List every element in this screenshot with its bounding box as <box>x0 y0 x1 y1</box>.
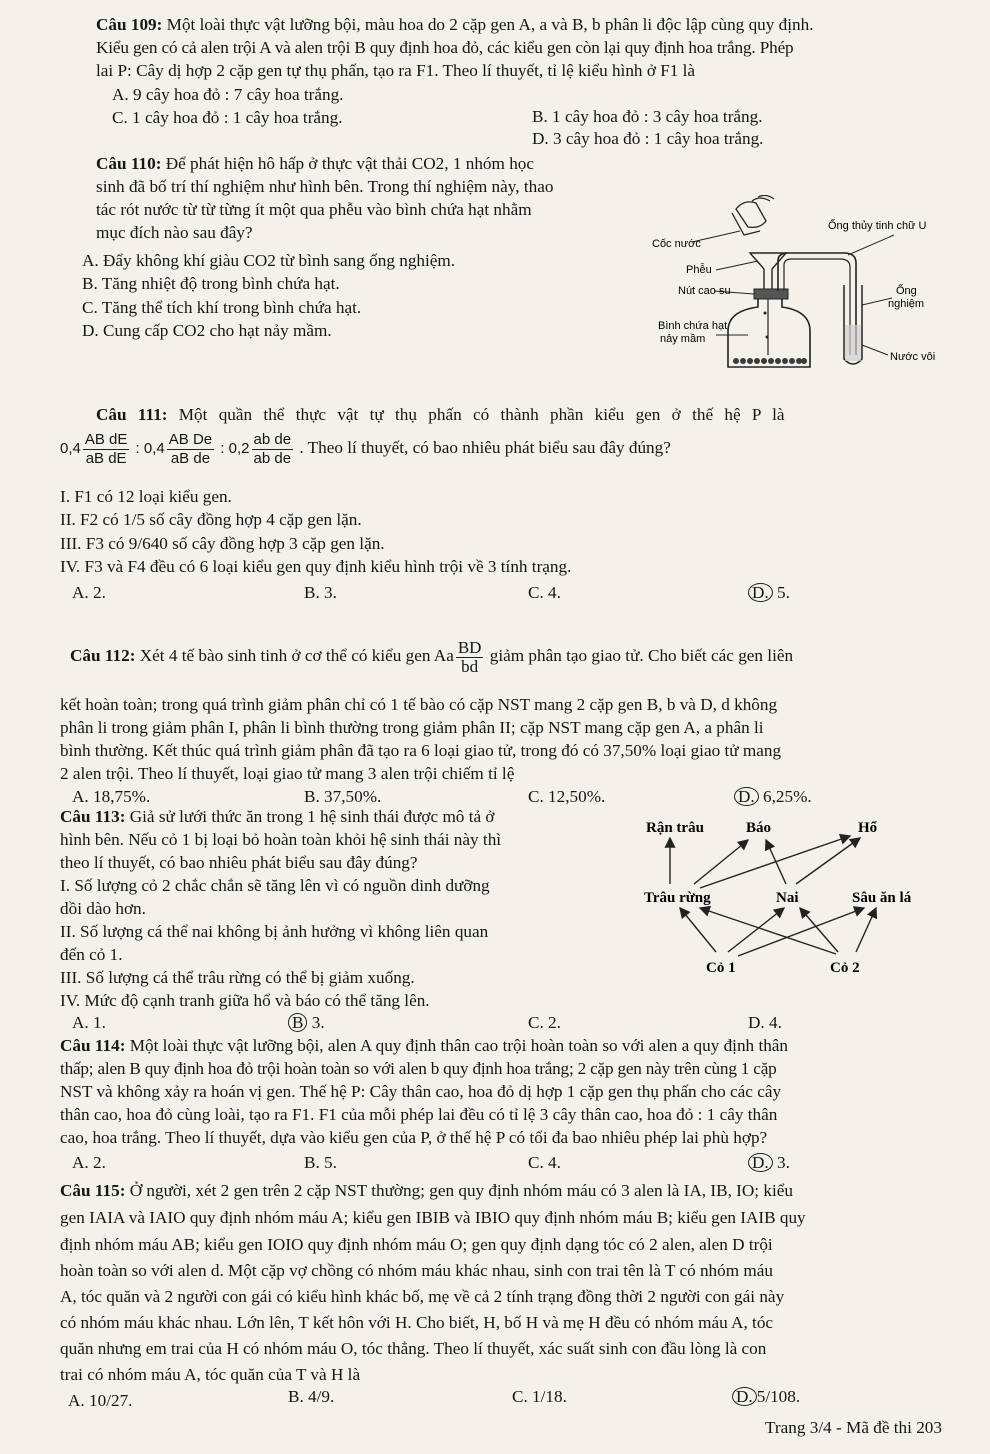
q112-line1: Câu 112: Xét 4 tế bào sinh tinh ở cơ thể có kiểu gen Aa $\frac{BD}{bd}$ giảm phân tạo giao tử. Cho biết các gen liên <box>70 637 794 676</box>
q110-line1: Câu 110: Để phát hiện hô hấp ở thực vật thải CO2, 1 nhóm học <box>96 154 535 173</box>
q110-option-b: B. Tăng nhiệt độ trong bình chứa hạt. <box>82 274 340 293</box>
q111-genotypes: 0,4 $\frac{\text{AB dE}}{\text{aB dE}}$ : 0,4 $\frac{\text{AB De}}{\text{aB de}}$ : 0,2 $\frac{\text{ab de}}{\text{ab de}}$ . Theo lí thuyết, có bao nhiêu phát biểu sau đây đúng? <box>60 430 671 467</box>
q112-option-b: B. 37,50%. <box>304 787 382 806</box>
q109-line3: lai P: Cây dị hợp 2 cặp gen tự thụ phấn, tạo ra F1. Theo lí thuyết, tỉ lệ kiểu hình ở F1 là <box>96 61 696 80</box>
q114-line3: NST và không xảy ra hoán vị gen. Thế hệ P: Cây thân cao, hoa đỏ dị hợp 1 cặp gen thụ phấn cho các cây <box>60 1082 782 1101</box>
label-nut-cao-su: Nút cao su <box>678 285 731 297</box>
q113-statement-3: III. Số lượng cá thể trâu rừng có thể bị giảm xuống. <box>60 968 415 987</box>
q109-option-d: D. 3 cây hoa đỏ : 1 cây hoa trắng. <box>532 129 764 148</box>
q113-option-c: C. 2. <box>528 1013 561 1032</box>
page-footer: Trang 3/4 - Mã đề thi 203 <box>765 1418 942 1437</box>
node-ran-trau: Rận trâu <box>646 820 704 836</box>
q114-option-c: C. 4. <box>528 1153 561 1172</box>
q115-line3: định nhóm máu AB; kiểu gen IOIO quy định nhóm máu O; gen quy định dạng tóc có 2 alen, alen D trội <box>60 1235 773 1254</box>
label-pheu: Phễu <box>686 264 712 276</box>
q114-line4: thân cao, hoa đỏ cùng loài, tạo ra F1. F1 của mỗi phép lai đều có tỉ lệ 3 cây thân cao, hoa đỏ : 1 cây thân <box>60 1105 778 1124</box>
q109-option-c: C. 1 cây hoa đỏ : 1 cây hoa trắng. <box>112 108 343 127</box>
q109-option-b: B. 1 cây hoa đỏ : 3 cây hoa trắng. <box>532 107 763 126</box>
node-ho: Hổ <box>858 820 878 836</box>
node-co-2: Cỏ 2 <box>830 960 860 976</box>
node-trau-rung: Trâu rừng <box>644 890 711 906</box>
q111-option-c: C. 4. <box>528 583 561 602</box>
q112-line2: kết hoàn toàn; trong quá trình giảm phân chỉ có 1 tế bào có cặp NST mang 2 cặp gen B, b và D, d không <box>60 695 778 714</box>
q109-line1: Câu 109: Một loài thực vật lưỡng bội, màu hoa do 2 cặp gen A, a và B, b phân li độc lập cùng quy định. <box>96 15 814 34</box>
q113-food-web <box>640 812 940 980</box>
q114-option-b: B. 5. <box>304 1153 337 1172</box>
q110-experiment-figure <box>648 195 958 370</box>
q111-statement-1: I. F1 có 12 loại kiểu gen. <box>60 487 232 506</box>
q112-line4: bình thường. Kết thúc quá trình giảm phân đã tạo ra 6 loại giao tử, trong đó có 37,50% loại giao tử mang <box>60 741 782 760</box>
q115-line5: A, tóc quăn và 2 người con gái có kiểu hình khác bố, mẹ về cả 2 tính trạng đồng thời 2 người con gái này <box>60 1287 785 1306</box>
q111-option-a: A. 2. <box>72 583 106 602</box>
q113-statement-1a: I. Số lượng cỏ 2 chắc chắn sẽ tăng lên vì có nguồn dinh dưỡng <box>60 876 490 895</box>
label-nay-mam: nảy mầm <box>660 333 706 345</box>
q113-option-a: A. 1. <box>72 1013 106 1032</box>
node-nai: Nai <box>776 890 799 906</box>
q113-line1: Câu 113: Giả sử lưới thức ăn trong 1 hệ sinh thái được mô tả ở <box>60 807 495 826</box>
q115-line4: hoàn toàn so với alen d. Một cặp vợ chồng có nhóm máu khác nhau, sinh con trai tên là T có nhóm máu <box>60 1261 774 1280</box>
q113-statement-2a: II. Số lượng cá thể nai không bị ảnh hưởng vì không liên quan <box>60 922 489 941</box>
q110-line2: sinh đã bố trí thí nghiệm như hình bên. Trong thí nghiệm này, thao <box>96 177 554 196</box>
q113-statement-4: IV. Mức độ cạnh tranh giữa hổ và báo có thể tăng lên. <box>60 991 430 1010</box>
q112-line3: phân li trong giảm phân I, phân li bình thường trong giảm phân II; cặp NST mang cặp gen A, a phân li <box>60 718 764 737</box>
label-coc-nuoc: Cốc nước <box>652 238 701 250</box>
node-sau-an-la: Sâu ăn lá <box>852 890 912 906</box>
q110-line4: mục đích nào sau đây? <box>96 223 253 242</box>
q111-option-b: B. 3. <box>304 583 337 602</box>
q113-statement-2b: đến cỏ 1. <box>60 945 123 964</box>
q114-option-a: A. 2. <box>72 1153 106 1172</box>
q112-option-a: A. 18,75%. <box>72 787 151 806</box>
q115-line2: gen IAIA và IAIO quy định nhóm máu A; kiểu gen IBIB và IBIO quy định nhóm máu B; kiểu gen IAIB quy <box>60 1208 806 1227</box>
q115-line8: trai có nhóm máu A, tóc quăn của T và H là <box>60 1365 361 1384</box>
label-ong: Ống <box>896 285 917 297</box>
q111-statement-4: IV. F3 và F4 đều có 6 loại kiểu gen quy định kiểu hình trội về 3 tính trạng. <box>60 557 572 576</box>
q111-statement-2: II. F2 có 1/5 số cây đồng hợp 4 cặp gen lặn. <box>60 510 362 529</box>
q114-option-d: D. 3. <box>748 1152 790 1173</box>
q115-line1: Câu 115: Ở người, xét 2 gen trên 2 cặp NST thường; gen quy định nhóm máu có 3 alen là IA, IB, IO; kiểu <box>60 1181 793 1200</box>
q111-statement-3: III. F3 có 9/640 số cây đồng hợp 3 cặp gen lặn. <box>60 534 385 553</box>
q112-option-d: D. 6,25%. <box>734 786 812 807</box>
node-co-1: Cỏ 1 <box>706 960 736 976</box>
q111-option-d: D. 5. <box>748 582 790 603</box>
label-nuoc-voi: Nước vôi <box>890 351 936 363</box>
q110-option-a: A. Đẩy không khí giàu CO2 từ bình sang ống nghiệm. <box>82 251 456 270</box>
q115-option-d: D. 5/108. <box>732 1386 800 1407</box>
node-bao: Báo <box>746 820 772 836</box>
q113-option-d: D. 4. <box>748 1013 782 1032</box>
q113-statement-1b: dồi dào hơn. <box>60 899 146 918</box>
q115-line6: có nhóm máu khác nhau. Lớn lên, T kết hôn với H. Cho biết, H, bố H và mẹ H đều có nhóm máu A, tóc <box>60 1313 774 1332</box>
q110-option-c: C. Tăng thể tích khí trong bình chứa hạt. <box>82 298 362 317</box>
q115-option-c: C. 1/18. <box>512 1387 567 1406</box>
q112-option-c: C. 12,50%. <box>528 787 606 806</box>
q113-line2: hình bên. Nếu cỏ 1 bị loại bỏ hoàn toàn khỏi hệ sinh thái này thì <box>60 830 502 849</box>
q114-line5: cao, hoa trắng. Theo lí thuyết, dựa vào kiểu gen của P, ở thế hệ P có tối đa bao nhiêu phép lai phù hợp? <box>60 1128 768 1147</box>
q113-option-b: B 3. <box>288 1012 325 1033</box>
q114-line2: thấp; alen B quy định hoa đỏ trội hoàn toàn so với alen b quy định hoa trắng; 2 cặp gen này trên cùng 1 cặp <box>60 1059 777 1078</box>
q111-line1: Câu 111: Một quần thể thực vật tự thụ phấn có thành phần kiểu gen ở thế hệ P là <box>96 405 785 424</box>
q110-option-d: D. Cung cấp CO2 cho hạt nảy mầm. <box>82 321 332 340</box>
q115-option-a: A. 10/27. <box>68 1391 133 1410</box>
q109-option-a: A. 9 cây hoa đỏ : 7 cây hoa trắng. <box>112 85 344 104</box>
q112-line5: 2 alen trội. Theo lí thuyết, loại giao tử mang 3 alen trội chiếm tỉ lệ <box>60 764 515 783</box>
q113-line3: theo lí thuyết, có bao nhiêu phát biểu sau đây đúng? <box>60 853 418 872</box>
label-binh-chua-hat: Bình chứa hạt <box>658 320 728 332</box>
q110-line3: tác rót nước từ từ từng ít một qua phễu vào bình chứa hạt nhằm <box>96 200 532 219</box>
label-ong-thuy-tinh: Ống thủy tinh chữ U <box>828 220 927 232</box>
q114-line1: Câu 114: Một loài thực vật lưỡng bội, alen A quy định thân cao trội hoàn toàn so với alen a quy định thân <box>60 1036 789 1055</box>
q115-line7: quăn nhưng em trai của H có nhóm máu O, tóc thẳng. Theo lí thuyết, xác suất sinh con đầu lòng là con <box>60 1339 767 1358</box>
q109-line2: Kiểu gen có cả alen trội A và alen trội B quy định hoa đỏ, các kiểu gen còn lại quy định hoa trắng. Phép <box>96 38 794 57</box>
label-nghiem: nghiệm <box>888 298 925 310</box>
q115-option-b: B. 4/9. <box>288 1387 335 1406</box>
